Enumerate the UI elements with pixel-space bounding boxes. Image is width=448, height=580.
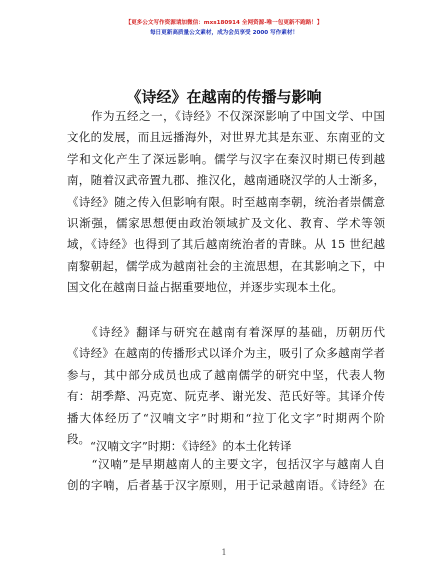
promo-banner-line-1: 【更多公文写作资源请加微信：mxs180914 全网资源-唯一包更新不跑路！】	[125, 20, 323, 26]
paragraph-1-line-1: 作为五经之一，《诗经》不仅深深影响了中国文学、中国	[67, 109, 385, 123]
page-number: 1	[221, 548, 227, 557]
paragraph-2-line-3: 参与，其中部分成员也成了越南儒学的研究中坚，代表人物	[67, 367, 385, 382]
section-subheading: “汉喃文字”时期：《诗经》的本土化转译	[90, 439, 292, 453]
paragraph-2-line-4: 有：胡季犛、冯克宽、阮克孝、谢光发、范氏好等。其译介传	[67, 389, 385, 404]
paragraph-1-line-2: 文化的发展，而且远播海外，对世界尤其是东亚、东南亚的文	[67, 130, 385, 145]
paragraph-1-line-9: 国文化在越南日益占据重要地位，并逐步实现本土化。	[67, 280, 343, 295]
paragraph-1	[67, 106, 385, 299]
promo-banner-line-2: 每日更新高质量公文素材，成为会员享受 2000 写作素材！	[149, 30, 299, 36]
paragraph-2	[67, 322, 385, 450]
document-title: 《诗经》在越南的传播与影响	[126, 88, 322, 106]
paragraph-2-line-1: 《诗经》翻译与研究在越南有着深厚的基础，历朝历代	[67, 325, 385, 339]
paragraph-2-line-2: 《诗经》在越南的传播形式以译介为主，吸引了众多越南学者	[67, 346, 385, 361]
paragraph-2-line-6: 段。	[67, 432, 90, 447]
paragraph-1-line-6: 识渐强，儒家思想便由政治领域扩及文化、教育、学术等领	[67, 216, 385, 231]
paragraph-1-line-8: 南黎朝起，儒学成为越南社会的主流思想，在其影响之下，中	[67, 258, 385, 273]
paragraph-2-line-5: 播大体经历了“汉喃文字”时期和“拉丁化文字”时期两个阶	[67, 410, 385, 425]
paragraph-3-line-2: 创的字喃，后者基于汉字原则，用于记录越南语。《诗经》在	[67, 478, 385, 493]
paragraph-3	[67, 454, 385, 497]
paragraph-1-line-7: 域，《诗经》也得到了其后越南统治者的青睐。从 15 世纪越	[67, 237, 385, 252]
paragraph-1-line-4: 南，随着汉武帝置九郡、推汉化，越南通晓汉学的人士渐多，	[67, 173, 385, 188]
paragraph-3-line-1: “汉喃”是早期越南人的主要文字，包括汉字与越南人自	[67, 457, 385, 471]
paragraph-1-line-3: 学和文化产生了深远影响。儒学与汉字在秦汉时期已传到越	[67, 151, 385, 166]
paragraph-1-line-5: 《诗经》随之传入但影响有限。时至越南李朝，统治者崇儒意	[67, 194, 385, 209]
